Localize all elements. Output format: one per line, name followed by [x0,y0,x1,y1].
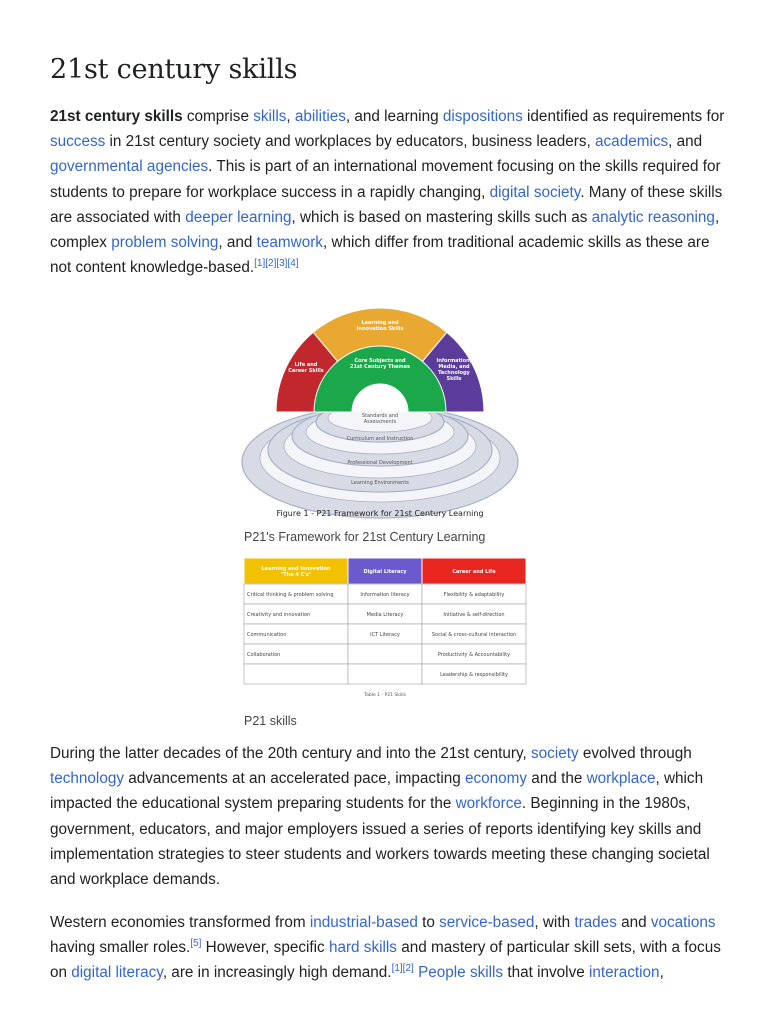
table-header-label: Career and Life [452,569,496,575]
table-cell-text: Media Literacy [366,612,404,618]
text-run: comprise [182,108,254,125]
table-cell [244,664,348,684]
label-information-media: Information, Media, and Technology Skills [436,358,472,382]
wiki-link[interactable]: digital literacy [71,964,163,982]
wiki-link[interactable]: society [531,745,579,762]
text-run: , which differ from traditional academic skills as these are not content knowledge-based. [50,234,710,277]
text-run: and [616,914,651,931]
text-run: having smaller roles. [50,939,191,957]
text-run: . Beginning in the 1980s, government, educators, and major employers issued a series of reports identifying key skills and implementation strategies to steer students and workers towards meeting these changing societal and workplace demands. [50,795,710,889]
table-cell-text: Productivity & Accountability [437,652,511,658]
wiki-link[interactable]: abilities [294,108,346,125]
wiki-link[interactable]: technology [50,770,124,788]
table-header-label: Learning and Innovation "The 4 C's" [261,566,331,578]
wiki-link[interactable]: governmental agencies [50,158,209,176]
text-run: , [659,964,664,982]
text-run: Western economies transformed from [50,914,310,931]
text-run: . Many of these skills are associated with [50,183,723,226]
text-run: , and [668,133,703,151]
citation-link[interactable]: [5] [190,938,202,950]
table-cell [348,664,422,684]
text-run: However, specific [201,939,329,957]
wiki-link[interactable]: teamwork [256,234,323,252]
table-cell-text: Collaboration [247,652,281,658]
citation-link[interactable]: [1][2][3][4] [254,258,299,270]
wiki-link[interactable]: dispositions [442,108,523,125]
ring-label: Learning Environments [351,480,409,486]
wiki-link[interactable]: interaction [588,964,660,982]
wiki-link[interactable]: success [50,133,106,151]
text-run: , which impacted the educational system preparing students for the [50,770,704,813]
text-run: , [286,108,295,125]
label-life-career: Life and Career Skills [288,362,324,374]
wiki-link[interactable]: service-based [439,914,535,931]
table-cell-text: Social & cross-cultural interaction [431,632,517,638]
term-bold: 21st century skills [50,108,183,125]
ring-label: Professional Development [347,460,413,466]
ring-label: Standards and Assessments [361,413,399,425]
ring-label: Curriculum and Instruction [346,436,414,442]
wiki-link[interactable]: trades [574,914,617,931]
text-run: and the [527,770,587,788]
table-header-label: Digital Literacy [363,569,407,575]
text-run: , and [218,234,257,252]
citation-link[interactable]: [1][2] [391,963,414,975]
wiki-link[interactable]: skills [253,108,287,125]
text-run: and mastery of particular skill sets, with a focus on [50,939,721,982]
wiki-link[interactable]: academics [595,133,669,151]
text-run: , and learning [345,108,443,125]
figure-inner-caption: Figure 1 - P21 Framework for 21st Century Learning [276,509,484,518]
text-run: advancements at an accelerated pace, impacting [124,770,465,788]
wiki-link[interactable]: digital society [489,183,581,201]
table-cell-text: Initiative & self-direction [443,612,505,618]
table-cell-text: Critical thinking & problem solving [247,592,334,598]
text-run: that involve [503,964,589,982]
text-run: evolved through [578,745,692,762]
wiki-link[interactable]: hard skills [328,939,397,957]
economy-paragraph [50,910,730,986]
table-cell-text: Leadership & responsibility [440,672,508,678]
history-paragraph [50,741,730,892]
p21-framework-figure [238,300,538,524]
wiki-link[interactable]: workforce [455,795,522,813]
text-run: , which is based on mastering skills such as [291,208,592,226]
intro-paragraph [50,104,730,280]
wiki-link[interactable]: industrial-based [309,914,418,931]
wiki-link[interactable]: economy [464,770,528,788]
wiki-link[interactable]: problem solving [111,234,219,252]
text-run: During the latter decades of the 20th century and into the 21st century, [50,745,532,762]
wiki-link[interactable]: deeper learning [185,208,292,226]
page-title: 21st century skills [50,54,298,85]
table-cell [348,644,422,664]
table-cell-text: Flexibility & adaptability [443,592,505,598]
table-cell-text: ICT Literacy [370,632,400,638]
text-run: identified as requirements for [522,108,725,125]
table-cell-text: Information literacy [360,592,410,598]
table-caption: P21 skills [244,714,297,728]
table-cell-text: Communication [247,632,287,638]
figure-caption: P21's Framework for 21st Century Learning [244,530,486,544]
p21-skills-table [242,556,528,702]
text-run: , are in increasingly high demand. [162,964,392,982]
text-run: in 21st century society and workplaces by educators, business leaders, [105,133,596,151]
wiki-link[interactable]: vocations [650,914,716,931]
text-run: to [417,914,440,931]
wiki-link[interactable]: People skills [418,964,504,982]
label-core-subjects: Core Subjects and 21st Century Themes [349,358,411,370]
text-run: . This is part of an international movement focusing on the skills required for students to prepare for workplace success in a rapidly changing, [50,158,721,201]
table-cell-text: Creativity and innovation [247,612,311,618]
wiki-link[interactable]: analytic reasoning [591,208,715,226]
label-learning-innovation: Learning and Innovation Skills [356,320,404,332]
text-run: , with [534,914,575,931]
table-inner-caption: Table 1 - P21 Skills [364,693,406,698]
wiki-link[interactable]: workplace [586,770,656,788]
text-run: , complex [50,208,720,252]
